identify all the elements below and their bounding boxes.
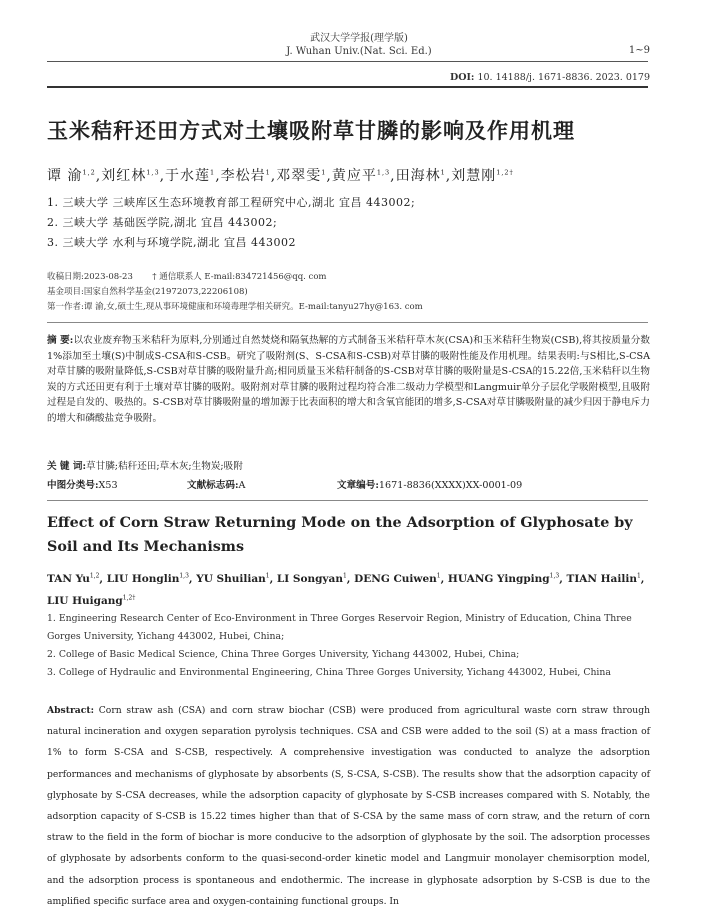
zh-author-name: 于水莲 [165,168,211,184]
article-number [337,477,522,491]
abstract-en-text: Corn straw ash (CSA) and corn straw biochar (CSB) were produced from agricultural waste corn straw through natural incineration and oxygen separation pyrolysis techniques. CSA and CSB were added to the soil (S) at a mass fraction of 1% to form S-CSA and S-CSB, respectively. A comprehensive investigation was conducted to analyze the adsorption performances and mechanisms of glyphosate by absorbents (S, S-CSA, S-CSB). The results show that the adsorption capacity of glyphosate by S-CSA decreases, while the adsorption capacity of glyphosate by S-CSB increases compared with S. Notably, the adsorption capacity of S-CSB is 15.22 times higher than that of S-CSA by the same mass of corn straw, and the return of corn straw to the field in the form of biochar is more conducive to the adsorption of glyphosate by the soil. The adsorption processes of glyphosate by adsorbents conform to the quasi-second-order kinetic model and Langmuir monolayer chemisorption model, and the adsorption process is spontaneous and endothermic. The increase in glyphosate adsorption by S-CSB is due to the amplified specific surface area and oxygen-containing functional groups. In [47,705,650,907]
en-author-affil-mark: 1,2† [122,594,136,602]
en-author-name: YU Shuilian [196,572,266,585]
affiliation-zh-1: 1. 三峡大学 三峡库区生态环境教育部工程研究中心,湖北 宜昌 443002; [47,196,416,209]
doc-code [187,477,245,491]
corresponding-author: † 通信联系人 E-mail:834721456@qq. com [152,272,327,282]
en-author-affil-mark: 1 [636,572,641,579]
page-range: 1~9 [628,45,650,56]
doc-value: A [238,480,246,491]
en-author-name: LIU Huigang [47,595,123,607]
affiliation-zh-3: 3. 三峡大学 水利与环境学院,湖北 宜昌 443002 [47,236,296,249]
en-author-name: DENG Cuiwen [354,572,437,585]
en-author-name: LIU Honglin [106,572,180,585]
journal-header [0,32,718,58]
affiliation-en-2: 2. College of Basic Medical Science, China Three Gorges University, Yichang 443002, Hubei, China; [47,649,520,660]
zh-author-name: 田海林 [395,168,441,184]
affiliation-en-3: 3. College of Hydraulic and Environmental Engineering, China Three Gorges University, Yichang 443002, Hubei, China [47,667,611,678]
zh-author-name: 邓翠雯 [276,168,322,184]
doi-rule [47,86,648,88]
funding-line: 基金项目:国家自然科学基金(21972073,22206108) [47,287,248,297]
doi-label: DOI: [449,72,475,83]
abstract-zh-label: 摘 要: [47,335,74,346]
zh-author-affil-mark: 1 [440,168,446,177]
zh-author-separator: , [215,168,221,184]
en-author-separator: , [99,572,104,585]
en-author [47,573,103,585]
keywords-zh [47,458,243,472]
zh-author-affil-mark: 1 [265,168,271,177]
zh-author-affil-mark: 1,3 [146,168,160,177]
zh-author-separator: , [270,168,277,184]
meta-rule [47,322,648,323]
zh-author-separator: , [95,168,102,184]
zh-author-name: 李松岩 [220,168,266,184]
zh-author-affil-mark: 1,3 [376,168,391,177]
en-author [277,573,351,585]
zh-author [47,168,101,184]
en-author [196,573,273,585]
received-date: 收稿日期:2023-08-23 [47,272,133,282]
abstract-en [47,700,650,912]
zh-author [101,168,165,184]
zh-author-name: 刘红林 [101,168,147,184]
en-author-separator: , [346,572,351,585]
keywords-zh-text: 草甘膦;秸秆还田;草木灰;生物炭;吸附 [86,461,243,472]
section-rule [47,500,648,501]
doi-value: 10. 14188/j. 1671-8836. 2023. 0179 [477,72,650,83]
en-author-separator: , [640,572,645,585]
doi-line [450,72,650,83]
zh-author [221,168,277,184]
en-author-separator: , [188,572,193,585]
zh-author [451,168,514,184]
affiliation-zh-2: 2. 三峡大学 基础医学院,湖北 宜昌 443002; [47,216,278,229]
zh-author [332,168,396,184]
en-author-separator: , [269,572,274,585]
en-author-name: HUANG Yingping [447,572,550,585]
clc-label: 中图分类号: [47,480,99,491]
journal-name-zh: 武汉大学学报(理学版) [310,33,408,44]
en-author [47,595,135,607]
en-author-name: LI Songyan [276,572,343,585]
en-author-affil-mark: 1,2 [89,572,100,579]
zh-author-name: 黄应平 [331,168,377,184]
zh-author-separator: , [445,168,452,184]
zh-author [396,168,452,184]
en-author-separator: , [559,572,563,585]
first-author-line: 第一作者:谭 渝,女,硕士生,现从事环境健康和环境毒理学相关研究。E-mail:tanyu27hy@163. com [47,302,423,312]
abstract-zh-text: 以农业废弃物玉米秸秆为原料,分别通过自然焚烧和隔氧热解的方式制备玉米秸秆草木灰(CSA)和玉米秸秆生物炭(CSB),将其按质量分数1%添加至土壤(S)中制成S-CSA和S-CSB。研究了吸附剂(S、S-CSA和S-CSB)对草甘膦的吸附性能及作用机理。结果表明:与S相比,S-CSA对草甘膦的吸附量降低,S-CSB对草甘膦的吸附量升高;相同质量玉米秸秆制备的S-CSB对草甘膦的吸附量是S-CSA的15.22倍,玉米秸秆以生物炭的方式还田更有利于土壤对草甘膦的吸附。吸附剂对草甘膦的吸附过程均符合准二级动力学模型和Langmuir单分子层化学吸附模型,且吸附过程是自发的、吸热的。S-CSB对草甘膦吸附量的增加源于比表面积的增大和含氧官能团的增多,S-CSA对草甘膦吸附量的减少归因于静电斥力的增大和磷酸盐竞争吸附。 [47,335,650,424]
clc-code [47,477,118,491]
zh-author-affil-mark: 1,2† [496,168,514,177]
keywords-zh-label: 关 键 词: [47,461,87,472]
zh-author-separator: , [326,168,332,184]
zh-author-separator: , [390,168,396,184]
en-author-affil-mark: 1,3 [179,572,189,579]
zh-author-name: 刘慧刚 [451,168,497,184]
abstract-zh [47,333,650,427]
affiliation-en-1: 1. Engineering Research Center of Eco-Environment in Three Gorges Reservoir Region, Ministry of Education, China Three Gorges University, Yichang 443002, Hubei, China; [47,613,632,642]
zh-author-affil-mark: 1 [321,168,327,177]
received-line [47,270,327,282]
clc-value: X53 [98,480,118,491]
article-value: 1671-8836(XXXX)XX-0001-09 [378,480,523,491]
paper-title-zh: 玉米秸秆还田方式对土壤吸附草甘膦的影响及作用机理 [47,118,575,143]
author-list-en [47,566,657,611]
en-author [448,573,563,585]
zh-author-affil-mark: 1 [210,168,216,177]
author-list-zh [47,165,514,185]
en-author-affil-mark: 1,3 [549,572,560,579]
doc-label: 文献标志码: [187,480,239,491]
zh-author-separator: , [159,168,166,184]
en-author-separator: , [440,572,445,585]
header-rule [47,61,648,62]
en-author [567,573,645,585]
en-author-affil-mark: 1 [342,572,347,579]
en-author-affil-mark: 1 [265,572,270,579]
zh-author-name: 谭 渝 [47,168,83,184]
en-author-name: TAN Yu [47,572,90,585]
article-label: 文章编号: [337,480,379,491]
en-author-name: TIAN Hailin [566,572,637,585]
en-author [354,573,444,585]
en-author [107,573,193,585]
zh-author [276,168,332,184]
journal-name-en: J. Wuhan Univ.(Nat. Sci. Ed.) [286,46,432,57]
zh-author [165,168,221,184]
paper-title-en: Effect of Corn Straw Returning Mode on the Adsorption of Glyphosate by Soil and Its Mechanisms [47,515,633,555]
en-author-affil-mark: 1 [436,572,441,579]
zh-author-affil-mark: 1,2 [82,168,96,177]
abstract-en-label: Abstract: [47,705,94,716]
